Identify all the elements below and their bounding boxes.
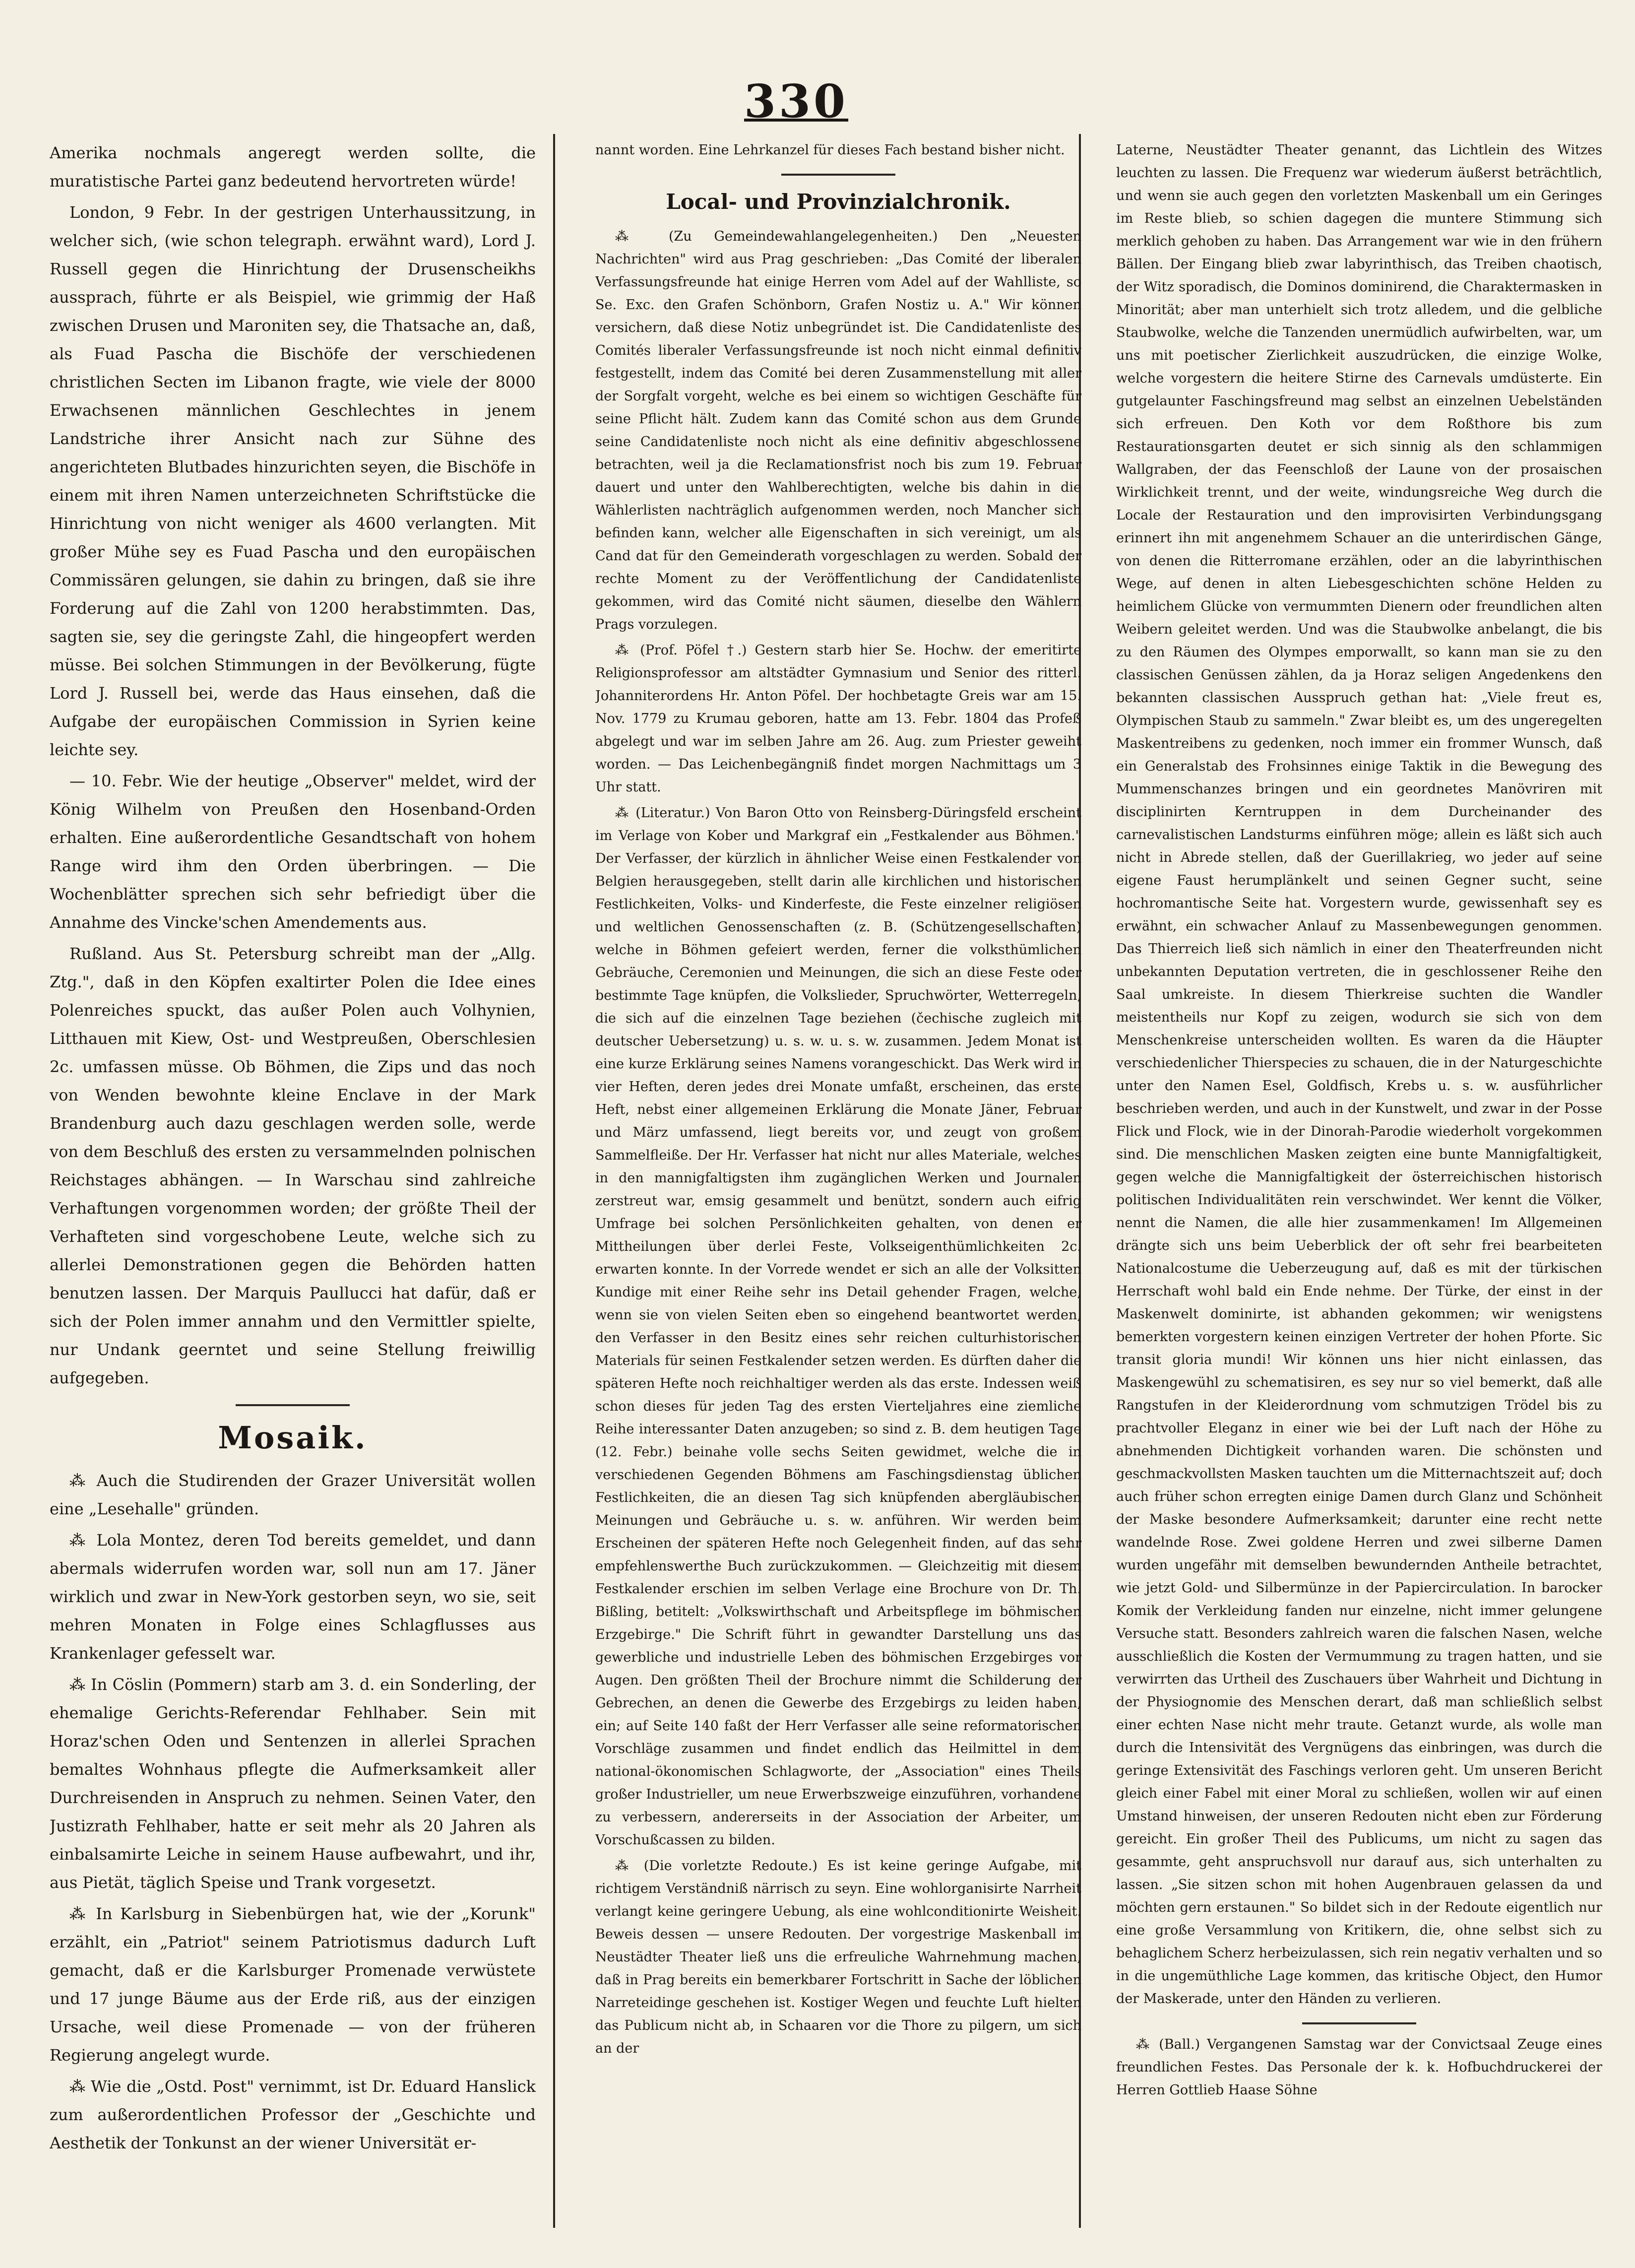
- column-middle: [595, 139, 1081, 2223]
- news-item: ⁂ (Ball.) Vergangenen Samstag war der Convictsaal Zeuge eines freundlichen Festes. Das Personale der k. k. Hofbuchdruckerei der Herren Gottlieb Haase Söhne: [1116, 2037, 1602, 2098]
- news-item: ⁂ In Karlsburg in Siebenbürgen hat, wie der „Korunk" erzählt, ein „Patriot" seinem Patriotismus dadurch Luft gemacht, daß er die Karlsburger Promenade verwüstete und 17 junge Bäume aus der Erde riß, aus der einzigen Ursache, weil diese Promenade — von der früheren Regierung angelegt wurde.: [50, 1904, 536, 2065]
- news-item: ⁂ Auch die Studirenden der Grazer Universität wollen eine „Lesehalle" gründen.: [50, 1471, 536, 1518]
- page-number: 330: [744, 74, 849, 128]
- news-item: ⁂ Lola Montez, deren Tod bereits gemeldet, und dann abermals widerrufen worden war, soll nun am 17. Jäner wirklich und zwar in New-York gestorben seyn, wo sie, seit mehren Monaten in Folge eines Schlagflusses aus Krankenlager gefesselt war.: [50, 1531, 536, 1663]
- news-item: ⁂ (Literatur.) Von Baron Otto von Reinsberg-Düringsfeld erscheint im Verlage von Kober und Markgraf ein „Festkalender aus Böhmen." Der Verfasser, der kürzlich in ähnlicher Weise einen Festkalender von Belgien herausgegeben, stellt darin alle kirchlichen und historischen Festlichkeiten, Volks- und Kinderfeste, die Feste einzelner religiösen und weltlichen Genossenschaften (z. B. (Schützengesellschaften) welche in Böhmen gefeiert werden, ferner die volksthümlichen Gebräuche, Ceremonien und Meinungen, die sich an diese Feste oder bestimmte Tage knüpfen, die Volkslieder, Spruchwörter, Wetterregeln, die sich auf die einzelnen Tage beziehen (čechische zugleich mit deutscher Uebersetzung) u. s. w. u. s. w. zusammen. Jedem Monat ist eine kurze Erklärung seines Namens vorangeschickt. Das Werk wird in vier Heften, deren jedes drei Monate umfaßt, erscheinen, das erste Heft, nebst einer allgemeinen Erklärung die Monate Jäner, Februar und März umfassend, liegt bereits vor, und zeugt von großem Sammelfleiße. Der Hr. Verfasser hat nicht nur alles Materiale, welches in den mannigfaltigsten ihm zugänglichen Werken und Journalen zerstreut war, emsig gesammelt und benützt, sondern auch eifrig Umfrage bei solchen Persönlichkeiten gehalten, von denen er Mittheilungen über derlei Feste, Volkseigenthümlichkeiten 2c. erwarten konnte. In der Vorrede wendet er sich an alle der Volksitten Kundige mit einer Reihe sehr ins Detail gehender Fragen, welche, wenn sie von vielen Seiten eben so eingehend beantwortet werden, den Verfasser in den Besitz eines sehr reichen culturhistorischen Materials für seinen Festkalender setzen werden. Es dürften daher die späteren Hefte noch reichhaltiger werden als das erste. Indessen weiß schon dieses für jeden Tag des ersten Vierteljahres eine ziemliche Reihe interessanter Daten anzugeben; so sind z. B. dem heutigen Tage (12. Febr.) beinahe volle sechs Seiten gewidmet, welche die in verschiedenen Gegenden Böhmens am Faschingsdienstag üblichen Festlichkeiten, die an diesen Tag sich knüpfenden abergläubischen Meinungen und Gebräuche u. s. w. anführen. Wir werden beim Erscheinen der späteren Hefte noch Gelegenheit finden, auf das sehr empfehlenswerthe Buch zurückzukommen. — Gleichzeitig mit diesem Festkalender erschien im selben Verlage eine Brochure von Dr. Th. Bißling, betitelt: „Volkswirthschaft und Arbeitspflege im böhmischen Erzgebirge." Die Schrift führt in gewandter Darstellung uns das gewerbliche und industrielle Leben des böhmischen Erzgebirges vor Augen. Den größten Theil der Brochure nimmt die Schilderung der Gebrechen, an denen die Gewerbe des Erzgebirgs zu leiden haben, ein; auf Seite 140 faßt der Herr Verfasser alle seine reformatorischen Vorschläge zusammen und findet endlich das Heilmittel in dem national-ökonomischen Schlagworte, der „Association" eines Theils großer Industrieller, um neue Erwerbszweige einzuführen, vorhandene zu verbessern, andererseits in der Association der Arbeiter, um Vorschußcassen zu bilden.: [595, 805, 1081, 1848]
- article-paragraph: nannt worden. Eine Lehrkanzel für dieses Fach bestand bisher nicht.: [595, 142, 1065, 158]
- section-heading-local: Local- und Provinzialchronik.: [666, 190, 1011, 214]
- section-rule: [236, 1404, 350, 1406]
- section-heading-mosaik: Mosaik.: [218, 1420, 368, 1456]
- news-item: ⁂ In Cöslin (Pommern) starb am 3. d. ein Sonderling, der ehemalige Gerichts-Referendar Fehlhaber. Sein mit Horaz'schen Oden und Sentenzen in allerlei Sprachen bemaltes Wohnhaus pflegte die Aufmerksamkeit aller Durchreisenden in Anspruch zu nehmen. Seinen Vater, den Justizrath Fehlhaber, hatte er seit mehr als 20 Jahren als einbalsamirte Leiche in seinem Hause aufbewahrt, und ihr, aus Pietät, täglich Speise und Trank vorgesetzt.: [50, 1675, 536, 1892]
- news-item: ⁂ Wie die „Ostd. Post" vernimmt, ist Dr. Eduard Hanslick zum außerordentlichen Professor der „Geschichte und Aesthetik der Tonkunst an der wiener Universität er-: [50, 2077, 536, 2152]
- article-paragraph: Laterne, Neustädter Theater genannt, das Lichtlein des Witzes leuchten zu lassen. Die Frequenz war wiederum äußerst beträchtlich, und wenn sie auch gegen den vorletzten Maskenball um ein Geringes im Reste blieb, so schien dagegen die muntere Stimmung sich merklich gehoben zu haben. Das Arrangement war wie in den frühern Bällen. Der Eingang blieb zwar labyrinthisch, das Treiben chaotisch, der Witz sporadisch, die Dominos dominirend, die Charaktermasken in Minorität; aber man unterhielt sich trotz alledem, und die gelbliche Staubwolke, welche die Tanzenden unermüdlich aufwirbelten, war, um uns mit poetischer Zierlichkeit auszudrücken, die einzige Wolke, welche vorgestern die heitere Stirne des Carnevals umdüsterte. Ein gutgelaunter Faschingsfreund mag selbst an einzelnen Uebelständen sich erfreuen. Den Koth vor dem Roßthore bis zum Restaurationsgarten deutet er sich sinnig als den schlammigen Wallgraben, der das Feenschloß der Laune von der prosaischen Wirklichkeit trennt, und der weite, windungsreiche Weg durch die Locale der Restauration und den improvisirten Verbindungsgang erinnert ihn mit angenehmem Schauer an die unterirdischen Gänge, von denen die Ritterromane erzählen, oder an die labyrinthischen Wege, auf denen in alten Liebesgeschichten schöne Helden zu heimlichem Glücke von vermummten Dienern oder freundlichen alten Weibern geleitet werden. Und was die Staubwolke anbelangt, die bis zu den Räumen des Olympes emporwallt, so kann man sie zu den classischen Genüssen zählen, da ja Horaz seligen Angedenkens den bekannten classischen Ausspruch gethan hat: „Viele freut es, Olympischen Staub zu sammeln." Zwar bleibt es, um des ungeregelten Maskentreibens zu gedenken, noch immer ein frommer Wunsch, daß ein Generalstab des Frohsinnes einige Taktik in die Bewegung des Mummenschanzes bringen und ein geordnetes Manövriren mit disciplinirten Kerntruppen in dem Durcheinander des carnevalistischen Landsturms einführen möge; allein es läßt sich auch nicht in Abrede stellen, daß der Guerillakrieg, wo jeder auf seine eigene Faust herumplänkelt und seinen Gegner sucht, seine hochromantische Seite hat. Vorgestern wurde, gewissenhaft sey es erwähnt, ein schwacher Anlauf zu Massenbewegungen genommen. Das Thierreich ließ sich nämlich in einer den Theaterfreunden nicht unbekannten Deputation vertreten, die in geschlossener Reihe den Saal umkreiste. In diesem Thierkreise suchten die Wandler meistentheils nur Kopf zu zeigen, wodurch sie sich von dem Menschenkreise unterscheiden wollten. Es waren da die Häupter verschiedenlicher Thierspecies zu schauen, die in der Naturgeschichte unter den Namen Esel, Goldfisch, Krebs u. s. w. ausführlicher beschrieben werden, und auch in der Kunstwelt, und zwar in der Posse Flick und Flock, wie in der Dinorah-Parodie wiederholt vorgekommen sind. Die menschlichen Masken zeigten eine bunte Mannigfaltigkeit, gegen welche die Mannigfaltigkeit der österreichischen historisch politischen Individualitäten rein verschwindet. Wer kennt die Völker, nennt die Namen, die alle hier zusammenkamen! Im Allgemeinen drängte sich uns beim Ueberblick der oft sehr frei bearbeiteten Nationalcostume die Ueberzeugung auf, daß es mit der türkischen Herrschaft wohl bald ein Ende nehme. Der Türke, der einst in der Maskenwelt dominirte, ist abhanden gekommen; wir wenigstens bemerkten vorgestern keinen einzigen Vertreter der hohen Pforte. Sic transit gloria mundi! Wir können uns hier nicht einlassen, das Maskengewühl zu schematisiren, es sey nur so viel bemerkt, daß alle Rangstufen in der Kleiderordnung vom schmutzigen Trödel bis zu prachtvoller Eleganz in einer wie bei der Luft nach der Höhe zu abnehmenden Dichtigkeit vorhanden waren. Die schönsten und geschmackvollsten Masken tauchten um die Mitternachtszeit auf; doch auch früher schon erregten einige Damen durch Glanz und Schönheit der Maske besondere Aufmerksamkeit; darunter eine recht nette wandelnde Rose. Zwei goldene Herren und zwei silberne Damen wurden ungefähr mit demselben bewundernden Antheile betrachtet, wie jetzt Gold- und Silbermünze in der Papiercirculation. In barocker Komik der Verkleidung fanden nur einzelne, nicht immer gelungene Versuche statt. Besonders zahlreich waren die falschen Nasen, welche ausschließlich die Kosten der Vermummung zu tragen hatten, und sie verwirrten das Urtheil des Zuschauers über Wahrheit und Dichtung in der Physiognomie des Menschen derart, daß man schließlich selbst einer echten Nase nicht mehr traute. Getanzt wurde, als wolle man durch die Intensivität des Vergnügens das einbringen, was durch die geringe Extensivität des Faschings verloren geht. Um unseren Bericht gleich einer Fabel mit einer Moral zu schließen, wollen wir auf einen Umstand hinweisen, der unseren Redouten nicht eben zur Förderung gereicht. Ein großer Theil des Publicums, um nicht zu sagen das gesammte, geht anspruchsvoll nur darauf aus, sich unterhalten zu lassen. „Sie sitzen schon mit hohen Augenbrauen gelassen da und möchten gern erstaunen." So bildet sich in der Redoute eigentlich nur eine große Versammlung von Kritikern, die, ohne selbst sich zu behaglichem Scherz herbeizulassen, sich rein negativ verhalten und so in die ungemüthliche Lage kommen, das kritische Object, den Humor der Maskerade, unter den Händen zu verlieren.: [1116, 142, 1602, 2007]
- article-paragraph: Amerika nochmals angeregt werden sollte, die muratistische Partei ganz bedeutend hervortreten würde!: [50, 143, 536, 191]
- section-rule: [1302, 2022, 1416, 2024]
- column-right: [1116, 139, 1602, 2223]
- news-item: ⁂ (Zu Gemeindewahlangelegenheiten.) Den „Neuesten Nachrichten" wird aus Prag geschrieben: „Das Comité der liberalen Verfassungsfreunde hat einige Herren vom Adel auf der Wahlliste, so Se. Exc. den Grafen Schönborn, Grafen Nostiz u. A." Wir können versichern, daß diese Notiz unbegründet ist. Die Candidatenliste des Comités liberaler Verfassungsfreunde ist noch nicht einmal definitiv festgestellt, indem das Comité bei deren Zusammenstellung mit aller der Sorgfalt vorgeht, welche es bei einem so wichtigen Geschäfte für seine Pflicht hält. Zudem kann das Comité schon aus dem Grunde seine Candidatenliste noch nicht als eine definitiv abgeschlossene betrachten, weil ja die Reclamationsfrist noch bis zum 19. Februar dauert und unter den Wahlberechtigten, welche bis dahin in die Wählerlisten nachträglich aufgenommen werden, noch Mancher sich befinden kann, welcher alle Eigenschaften in sich vereinigt, um als Cand dat für den Gemeinderath vorgeschlagen zu werden. Sobald der rechte Moment zu der Veröffentlichung der Candidatenliste gekommen, wird das Comité nicht säumen, dieselbe den Wählern Prags vorzulegen.: [595, 229, 1081, 632]
- column-left: [50, 139, 536, 2223]
- article-paragraph: — 10. Febr. Wie der heutige „Observer" meldet, wird der König Wilhelm von Preußen den Hosenband-Orden erhalten. Eine außerordentliche Gesandtschaft von hohem Range wird ihm den Orden überbringen. — Die Wochenblätter sprechen sich sehr befriedigt über die Annahme des Vincke'schen Amendements aus.: [50, 772, 536, 932]
- section-rule: [781, 174, 895, 176]
- column-divider: [553, 134, 555, 2228]
- news-item: ⁂ (Prof. Pöfel †.) Gestern starb hier Se. Hochw. der emeritirte Religionsprofessor am altstädter Gymnasium und Senior des ritterl. Johanniterordens Hr. Anton Pöfel. Der hochbetagte Greis war am 15. Nov. 1779 zu Krumau geboren, hatte am 13. Febr. 1804 das Profeß abgelegt und war im selben Jahre am 26. Aug. zum Priester geweiht worden. — Das Leichenbegängniß findet morgen Nachmittags um 3 Uhr statt.: [595, 643, 1081, 795]
- article-paragraph: London, 9 Febr. In der gestrigen Unterhaussitzung, in welcher sich, (wie schon telegraph. erwähnt ward), Lord J. Russell gegen die Hinrichtung der Drusenscheikhs aussprach, führte er als Beispiel, wie grimmig der Haß zwischen Drusen und Maroniten sey, die Thatsache an, daß, als Fuad Pascha die Bischöfe der verschiedenen christlichen Secten im Libanon fragte, wie viele der 8000 Erwachsenen männlichen Geschlechtes in jenem Landstriche ihrer Ansicht nach zur Sühne des angerichteten Blutbades hinzurichten seyen, die Bischöfe in einem mit ihren Namen unterzeichneten Schriftstücke die Hinrichtung von nicht weniger als 4600 verlangten. Mit großer Mühe sey es Fuad Pascha und den europäischen Commissären gelungen, sie dahin zu bringen, daß sie ihre Forderung auf die Zahl von 1200 herabstimmten. Das, sagten sie, sey die geringste Zahl, die hingeopfert werden müsse. Bei solchen Stimmungen in der Bevölkerung, fügte Lord J. Russell bei, werde das Haus einsehen, daß die Aufgabe der europäischen Commission in Syrien keine leichte sey.: [50, 203, 536, 759]
- news-item: ⁂ (Die vorletzte Redoute.) Es ist keine geringe Aufgabe, mit richtigem Verständniß närrisch zu seyn. Eine wohlorganisirte Narrheit verlangt keine geringere Uebung, als eine wohlconditionirte Weisheit. Beweis dessen — unsere Redouten. Der vorgestrige Maskenball im Neustädter Theater ließ uns die erfreuliche Wahrnehmung machen, daß in Prag bereits ein bemerkbarer Fortschritt in Sache der löblichen Narreteidinge geschehen ist. Kostiger Wegen und feuchte Luft hielten das Publicum nicht ab, in Schaaren vor die Thore zu pilgern, um sich an der: [595, 1858, 1081, 2056]
- article-paragraph: Rußland. Aus St. Petersburg schreibt man der „Allg. Ztg.", daß in den Köpfen exaltirter Polen die Idee eines Polenreiches spuckt, das außer Polen auch Volhynien, Litthauen mit Kiew, Ost- und Westpreußen, Oberschlesien 2c. umfassen müsse. Ob Böhmen, die Zips und das noch von Wenden bewohnte kleine Enclave in der Mark Brandenburg auch dazu geschlagen werden solle, werde von dem Beschluß des ersten zu versammelnden polnischen Reichstages abhängen. — In Warschau sind zahlreiche Verhaftungen vorgenommen worden; der größte Theil der Verhafteten sind vorgeschobene Leute, welche sich zu allerlei Demonstrationen gegen die Behörden hatten benutzen lassen. Der Marquis Paullucci hat dafür, daß er sich der Polen immer annahm und den Vermittler spielte, nur Undank geerntet und seine Stellung freiwillig aufgegeben.: [50, 944, 536, 1387]
